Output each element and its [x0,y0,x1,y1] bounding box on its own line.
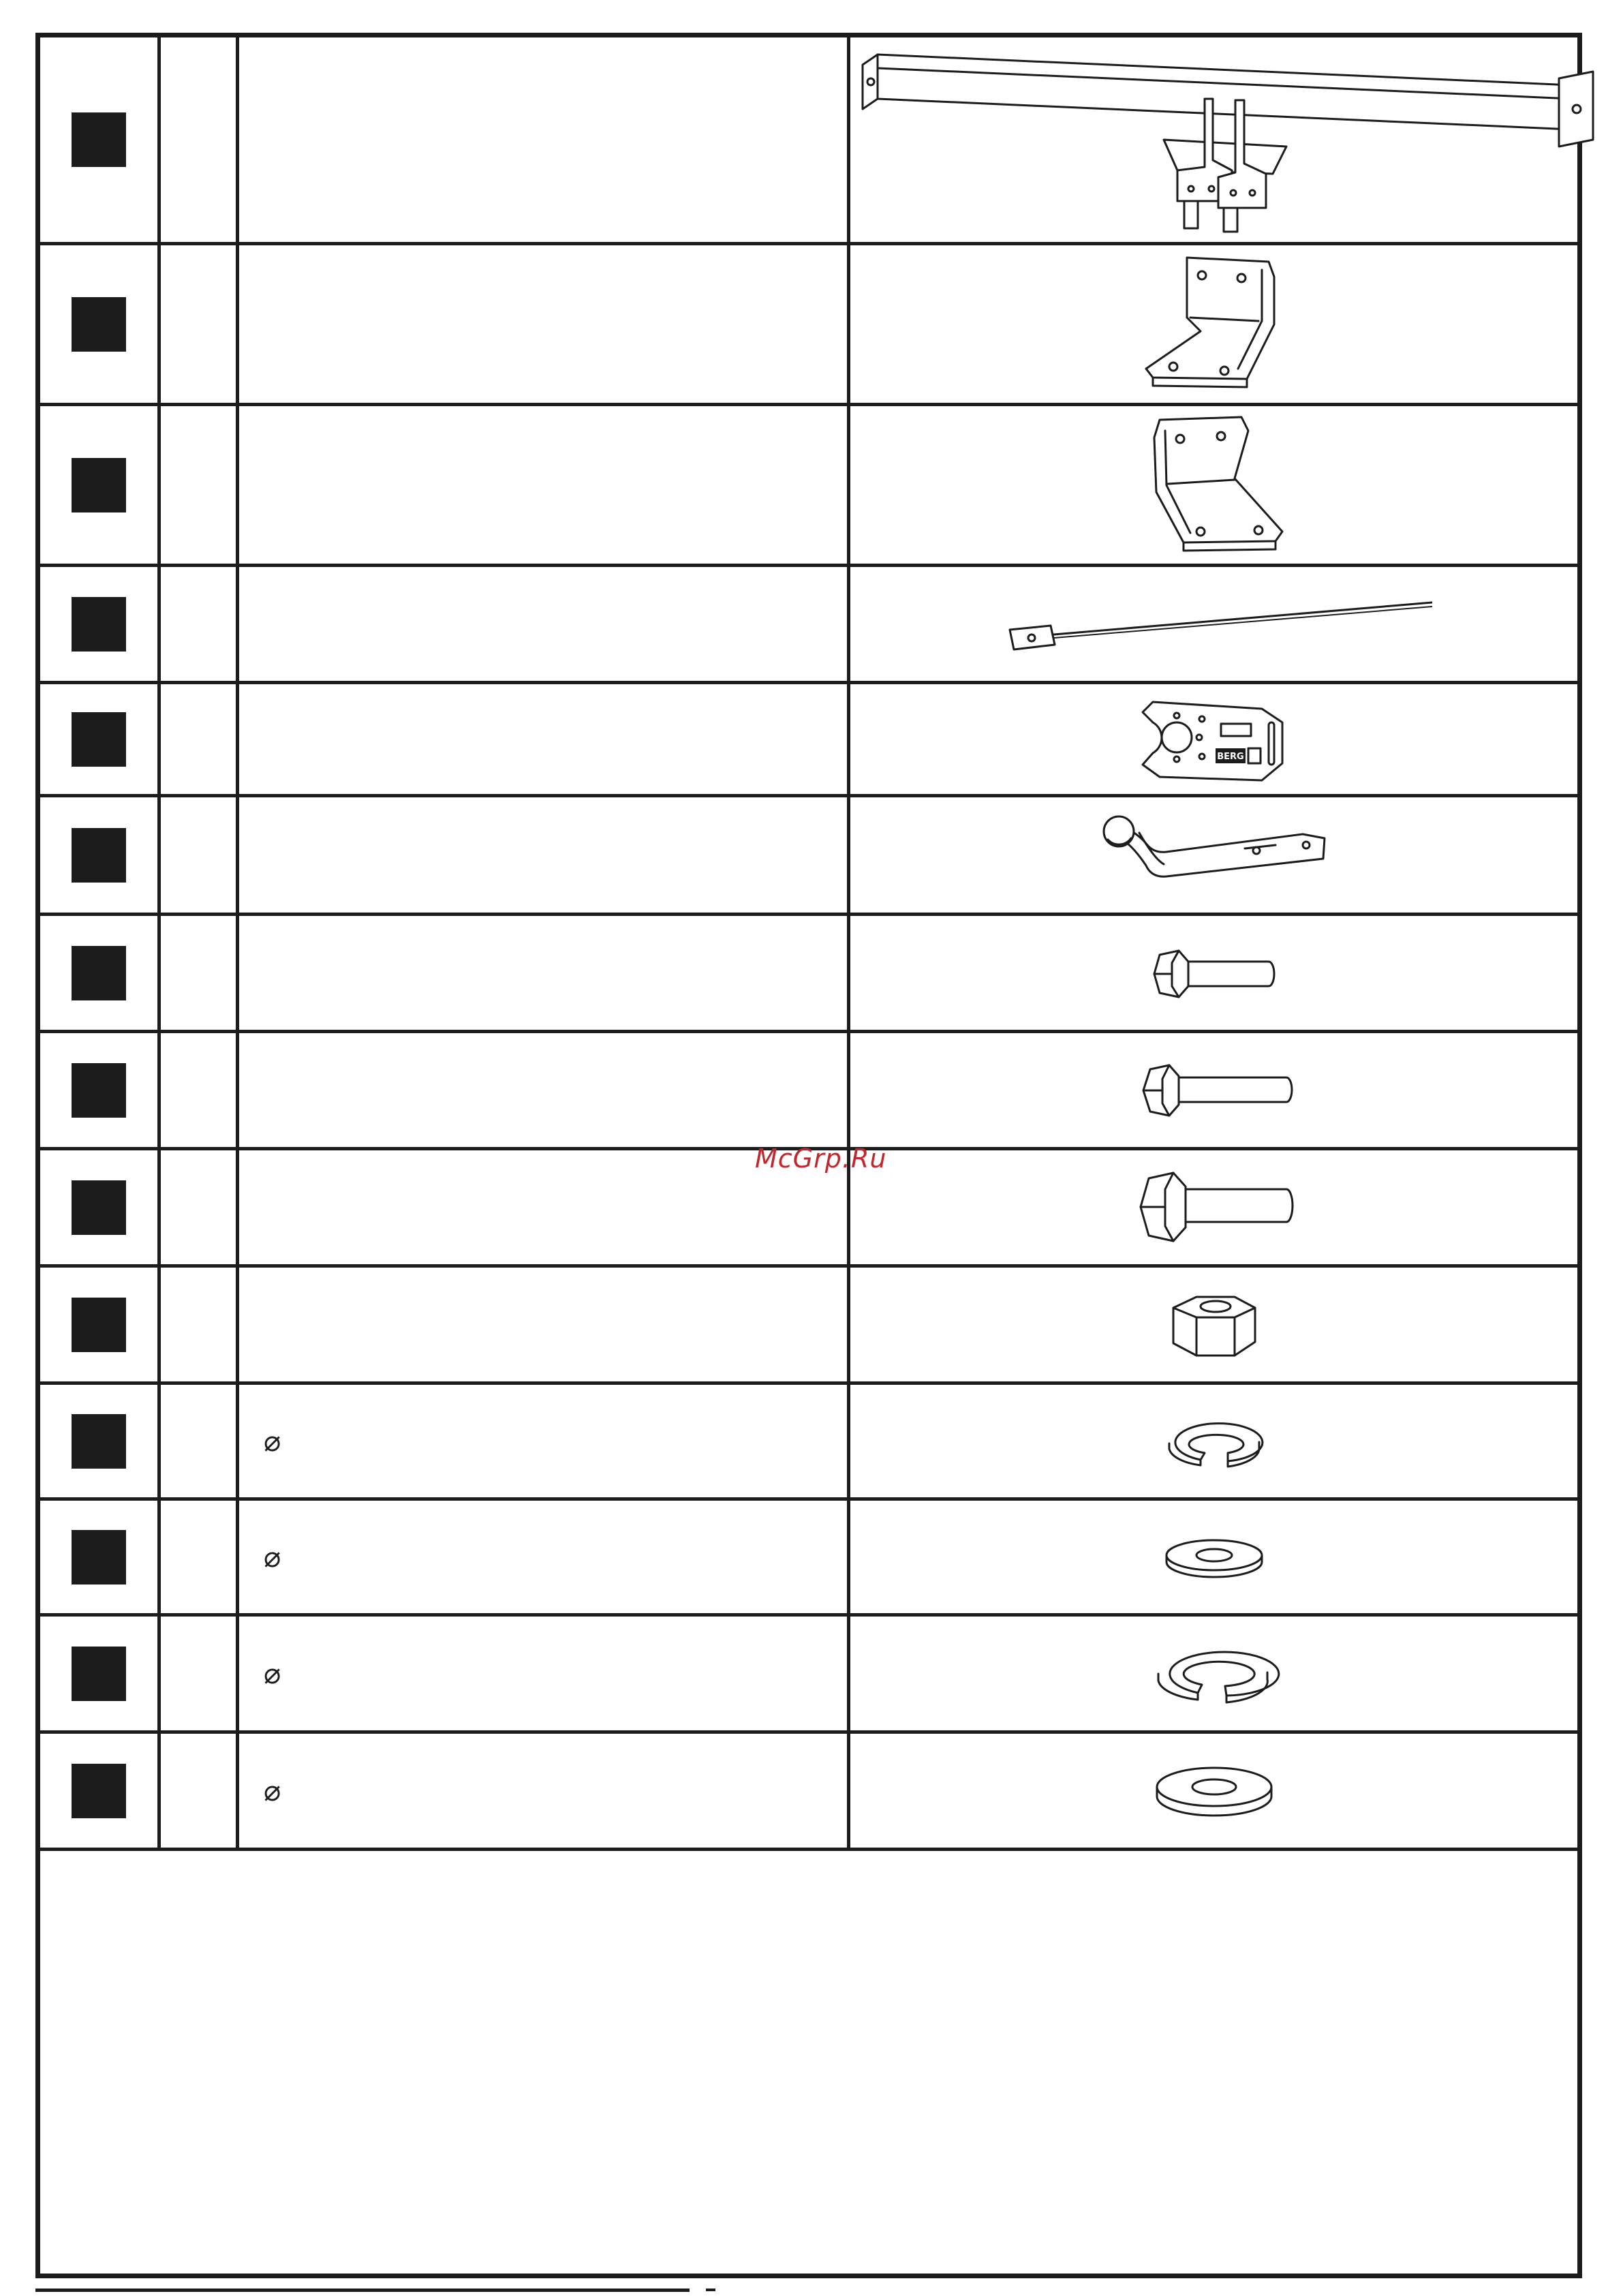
part-image-cell [849,796,1578,915]
socket-plate-icon [1126,688,1303,791]
table-row [40,1032,1577,1149]
hex-nut-icon [1153,1281,1276,1369]
diameter-symbol: ⌀ [264,1424,281,1458]
description-cell [238,37,849,244]
part-number-box [72,1414,126,1469]
flat-washer-small-icon [1153,1520,1276,1595]
part-number-box [72,1647,126,1701]
description-cell [238,1615,849,1732]
quantity-cell [159,244,238,405]
footer-mark [706,2289,715,2291]
spring-washer-large-icon [1146,1633,1282,1715]
part-number-box [72,297,126,352]
quantity-cell [159,915,238,1032]
part-image-cell [849,244,1578,405]
part-image-cell [849,1499,1578,1615]
part-image-cell [849,1615,1578,1732]
part-image-cell [849,1032,1578,1149]
table-row [40,1499,1577,1615]
part-image-cell [849,37,1578,244]
description-cell [238,1383,849,1499]
table-row [40,566,1577,683]
quantity-cell [159,1149,238,1266]
table-row [40,915,1577,1032]
left-mounting-bracket-icon [1126,249,1303,399]
part-image-cell [849,405,1578,566]
description-cell [238,1732,849,1850]
part-image-cell [849,566,1578,683]
table-row [40,796,1577,915]
table-row [40,683,1577,796]
part-number-cell [40,244,159,405]
description-cell [238,1032,849,1149]
locking-pin-icon [996,583,1432,665]
diameter-symbol: ⌀ [264,1774,281,1807]
table-row [40,244,1577,405]
part-image-cell [849,683,1578,796]
part-number-box [72,112,126,167]
part-image-cell [849,1266,1578,1383]
description-cell [238,1499,849,1615]
part-number-box [72,1063,126,1118]
quantity-cell [159,405,238,566]
quantity-cell [159,566,238,683]
part-number-box [72,712,126,767]
part-number-cell [40,566,159,683]
quantity-cell [159,1499,238,1615]
part-number-cell [40,405,159,566]
footer-rule [35,2289,690,2292]
part-number-cell [40,1383,159,1499]
description-cell [238,566,849,683]
part-number-cell [40,1032,159,1149]
quantity-cell [159,683,238,796]
description-cell [238,683,849,796]
quantity-cell [159,1383,238,1499]
quantity-cell [159,1266,238,1383]
description-cell [238,405,849,566]
part-number-box [72,1530,126,1585]
description-cell [238,244,849,405]
hex-bolt-medium-icon [1126,1053,1303,1128]
right-mounting-bracket-icon [1126,410,1303,560]
part-number-cell [40,683,159,796]
description-cell [238,1266,849,1383]
part-number-box [72,1298,126,1352]
watermark: McGrp.Ru [755,1144,887,1174]
part-number-cell [40,1732,159,1850]
table-row [40,1732,1577,1850]
quantity-cell [159,1732,238,1850]
table-row [40,1383,1577,1499]
part-number-box [72,1764,126,1818]
part-number-box [72,458,126,512]
flat-washer-large-icon [1146,1750,1282,1832]
quantity-cell [159,1032,238,1149]
part-number-cell [40,1615,159,1732]
quantity-cell [159,796,238,915]
parts-table [40,37,1577,1851]
part-number-box [72,597,126,652]
diameter-symbol: ⌀ [264,1657,281,1690]
diameter-symbol: ⌀ [264,1540,281,1574]
quantity-cell [159,37,238,244]
spring-washer-small-icon [1153,1404,1276,1479]
part-number-cell [40,1266,159,1383]
part-number-box [72,946,126,1000]
table-row [40,1266,1577,1383]
table-row [40,1615,1577,1732]
part-image-cell [849,1383,1578,1499]
part-image-cell [849,915,1578,1032]
part-number-cell [40,1499,159,1615]
hex-bolt-large-icon [1126,1163,1303,1252]
quantity-cell [159,1615,238,1732]
part-number-cell [40,1149,159,1266]
part-number-cell [40,796,159,915]
part-number-cell [40,915,159,1032]
tow-ball-icon [1078,804,1350,906]
tow-bar-crossbeam-icon [850,37,1612,242]
table-row [40,405,1577,566]
part-number-box [72,828,126,883]
description-cell [238,796,849,915]
part-number-box [72,1180,126,1235]
part-image-cell [849,1732,1578,1850]
part-number-cell [40,37,159,244]
part-image-cell [849,1149,1578,1266]
hex-bolt-short-icon [1139,936,1289,1011]
plate-brand-label: BERG [1216,751,1244,762]
table-row [40,37,1577,244]
description-cell [238,915,849,1032]
